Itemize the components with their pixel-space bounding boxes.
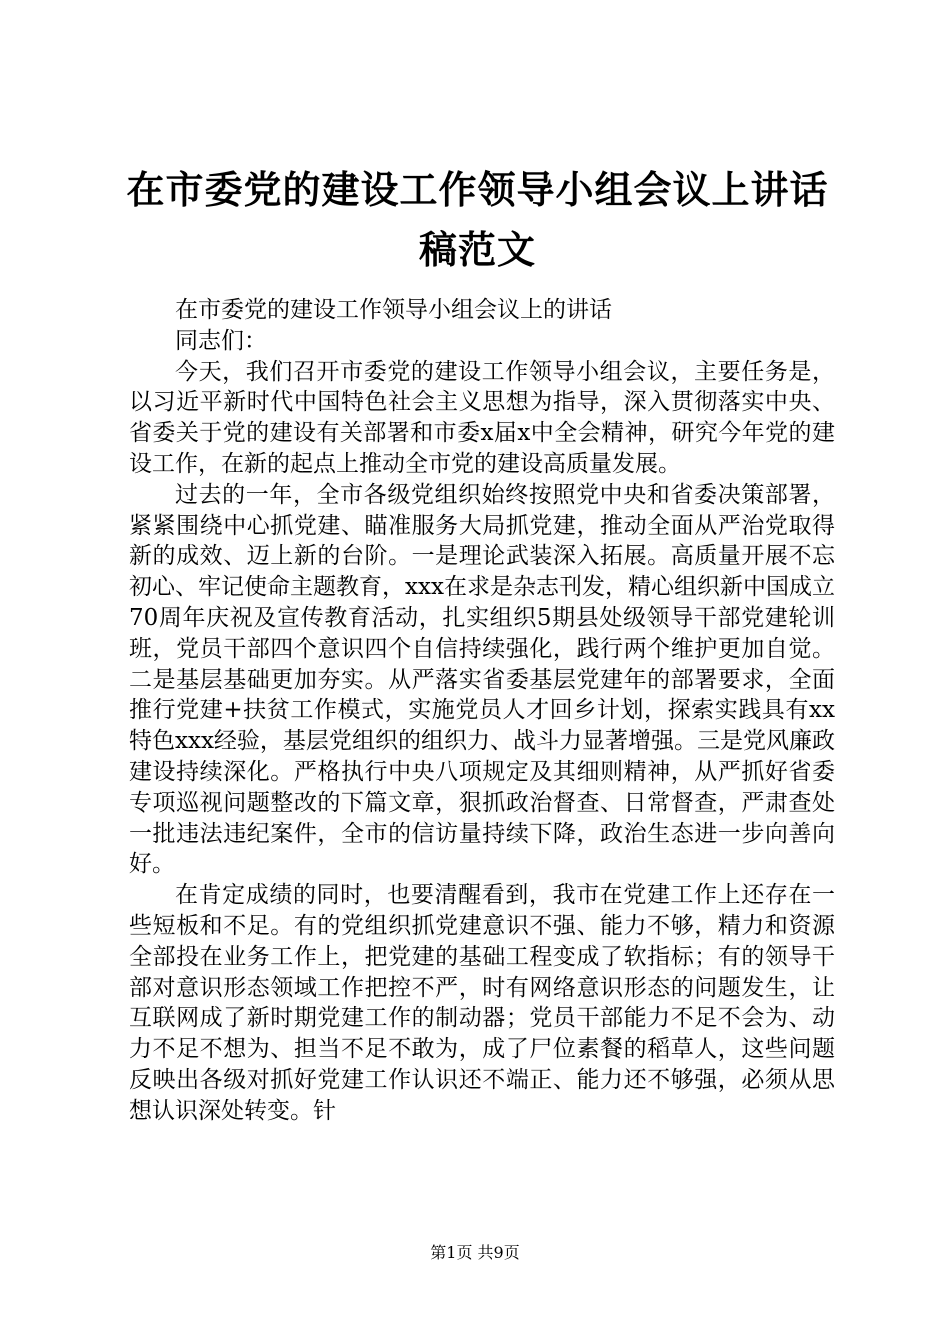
paragraph: 今天，我们召开市委党的建设工作领导小组会议，主要任务是，以习近平新时代中国特色社会主义思想为指导，深入贯彻落实中央、省委关于党的建设有关部署和市委x届x中全会精神，研究今年党的建设工作，在新的起点上推动全市党的建设高质量发展。 — [129, 358, 835, 477]
document-title: 在市委党的建设工作领导小组会议上讲话稿范文 — [126, 167, 829, 272]
document-body — [129, 295, 835, 1127]
page-number-footer: 第1页 共9页 — [430, 1243, 520, 1262]
paragraph: 在肯定成绩的同时，也要清醒看到，我市在党建工作上还存在一些短板和不足。有的党组织抓党建意识不强、能力不够，精力和资源全部投在业务工作上，把党建的基础工程变成了软指标；有的领导干部对意识形态领域工作把控不严，时有网络意识形态的问题发生，让互联网成了新时期党建工作的制动器；党员干部能力不足不会为、动力不足不想为、担当不足不敢为，成了尸位素餐的稻草人，这些问题反映出各级对抓好党建工作认识还不端正、能力还不够强，必须从思想认识深处转变。针 — [129, 882, 835, 1124]
paragraph-subtitle: 在市委党的建设工作领导小组会议上的讲话 — [175, 297, 612, 323]
paragraph-salutation: 同志们： — [175, 327, 267, 354]
paragraph: 过去的一年，全市各级党组织始终按照党中央和省委决策部署，紧紧围绕中心抓党建、瞄准服务大局抓党建，推动全面从严治党取得新的成效、迈上新的台阶。一是理论武装深入拓展。高质量开展不忘初心、牢记使命主题教育，xxx在求是杂志刊发，精心组织新中国成立70周年庆祝及宣传教育活动，扎实组织5期县处级领导干部党建轮训班，党员干部四个意识四个自信持续强化，践行两个维护更加自觉。二是基层基础更加夯实。从严落实省委基层党建年的部署要求，全面推行党建+扶贫工作模式，实施党员人才回乡计划，探索实践具有xx特色xxx经验，基层党组织的组织力、战斗力显著增强。三是党风廉政建设持续深化。严格执行中央八项规定及其细则精神，从严抓好省委专项巡视问题整改的下篇文章，狠抓政治督查、日常督查，严肃查处一批违法违纪案件，全市的信访量持续下降，政治生态进一步向善向好。 — [129, 481, 835, 878]
